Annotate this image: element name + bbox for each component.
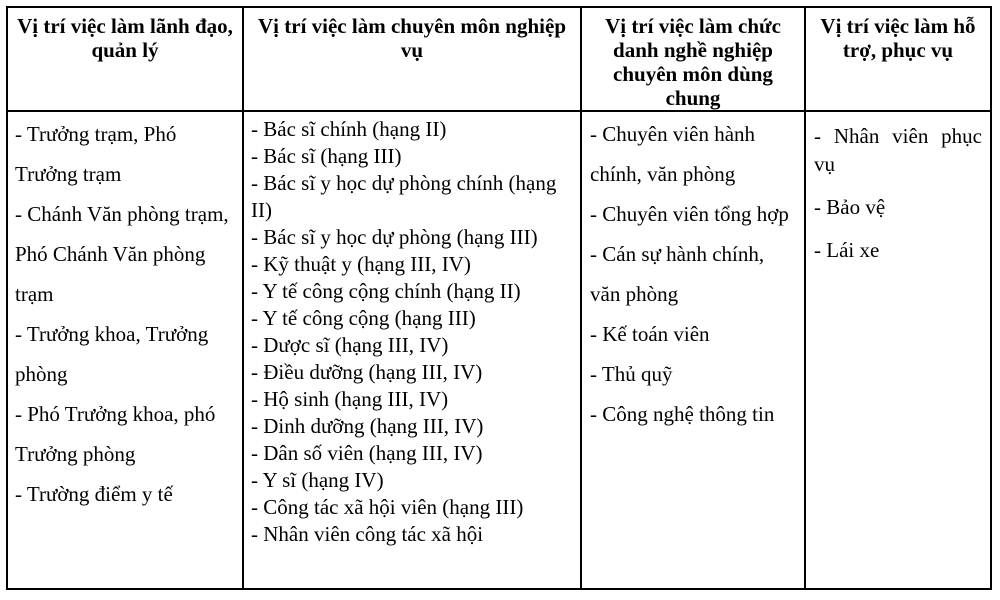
list-item: - Dinh dưỡng (hạng III, IV) [251,414,484,438]
list-item: - Y tế công cộng chính (hạng II) [251,279,521,303]
list-item: - Y tế công cộng (hạng III) [251,306,476,330]
body-cell-support-service [806,112,990,588]
list-item: - Nhân viên công tác xã hội [251,522,484,546]
list-item: - Kỹ thuật y (hạng III, IV) [251,252,471,276]
list-item: - Bác sĩ (hạng III) [251,144,402,168]
list-item: - Bác sĩ y học dự phòng chính (hạng II) [251,171,557,222]
job-positions-table [6,6,992,590]
list-item: - Bảo vệ [814,195,886,219]
list-item: - Chuyên viên hành chính, văn phòng [590,122,756,186]
list-item: - Dược sĩ (hạng III, IV) [251,333,449,357]
list-item: - Cán sự hành chính, văn phòng [590,242,765,306]
list-item: - Điều dưỡng (hạng III, IV) [251,360,483,384]
list-item: - Trưởng khoa, Trưởng phòng [15,322,209,386]
list-item: - Lái xe [814,238,880,262]
list-item: - Dân số viên (hạng III, IV) [251,441,483,465]
list-item: - Nhân viên phục vụ [814,124,982,176]
body-cell-leadership-management [8,112,244,588]
list-item: - Chuyên viên tổng hợp [590,202,789,226]
list-item: - Công nghệ thông tin [590,402,775,426]
header-professional-operations: Vị trí việc làm chuyên môn nghiệp vụ [244,8,582,112]
list-item: - Thủ quỹ [590,362,673,386]
list-item: - Phó Trưởng khoa, phó Trưởng phòng [15,402,216,466]
list-item: - Công tác xã hội viên (hạng III) [251,495,524,519]
list-item: - Trưởng trạm, Phó Trưởng trạm [15,122,177,186]
header-leadership-management: Vị trí việc làm lãnh đạo, quản lý [8,8,244,112]
body-cell-shared-professional-titles [582,112,806,588]
header-shared-professional-titles: Vị trí việc làm chức danh nghề nghiệp chuyên môn dùng chung [582,8,806,112]
list-item: - Y sĩ (hạng IV) [251,468,384,492]
list-item: - Hộ sinh (hạng III, IV) [251,387,449,411]
list-item: - Bác sĩ chính (hạng II) [251,117,447,141]
body-cell-professional-operations [244,112,582,588]
list-item: - Kế toán viên [590,322,710,346]
header-support-service: Vị trí việc làm hỗ trợ, phục vụ [806,8,990,112]
list-item: - Bác sĩ y học dự phòng (hạng III) [251,225,538,249]
list-item: - Trường điểm y tế [15,482,173,506]
list-item: - Chánh Văn phòng trạm, Phó Chánh Văn phòng trạm [15,202,229,306]
